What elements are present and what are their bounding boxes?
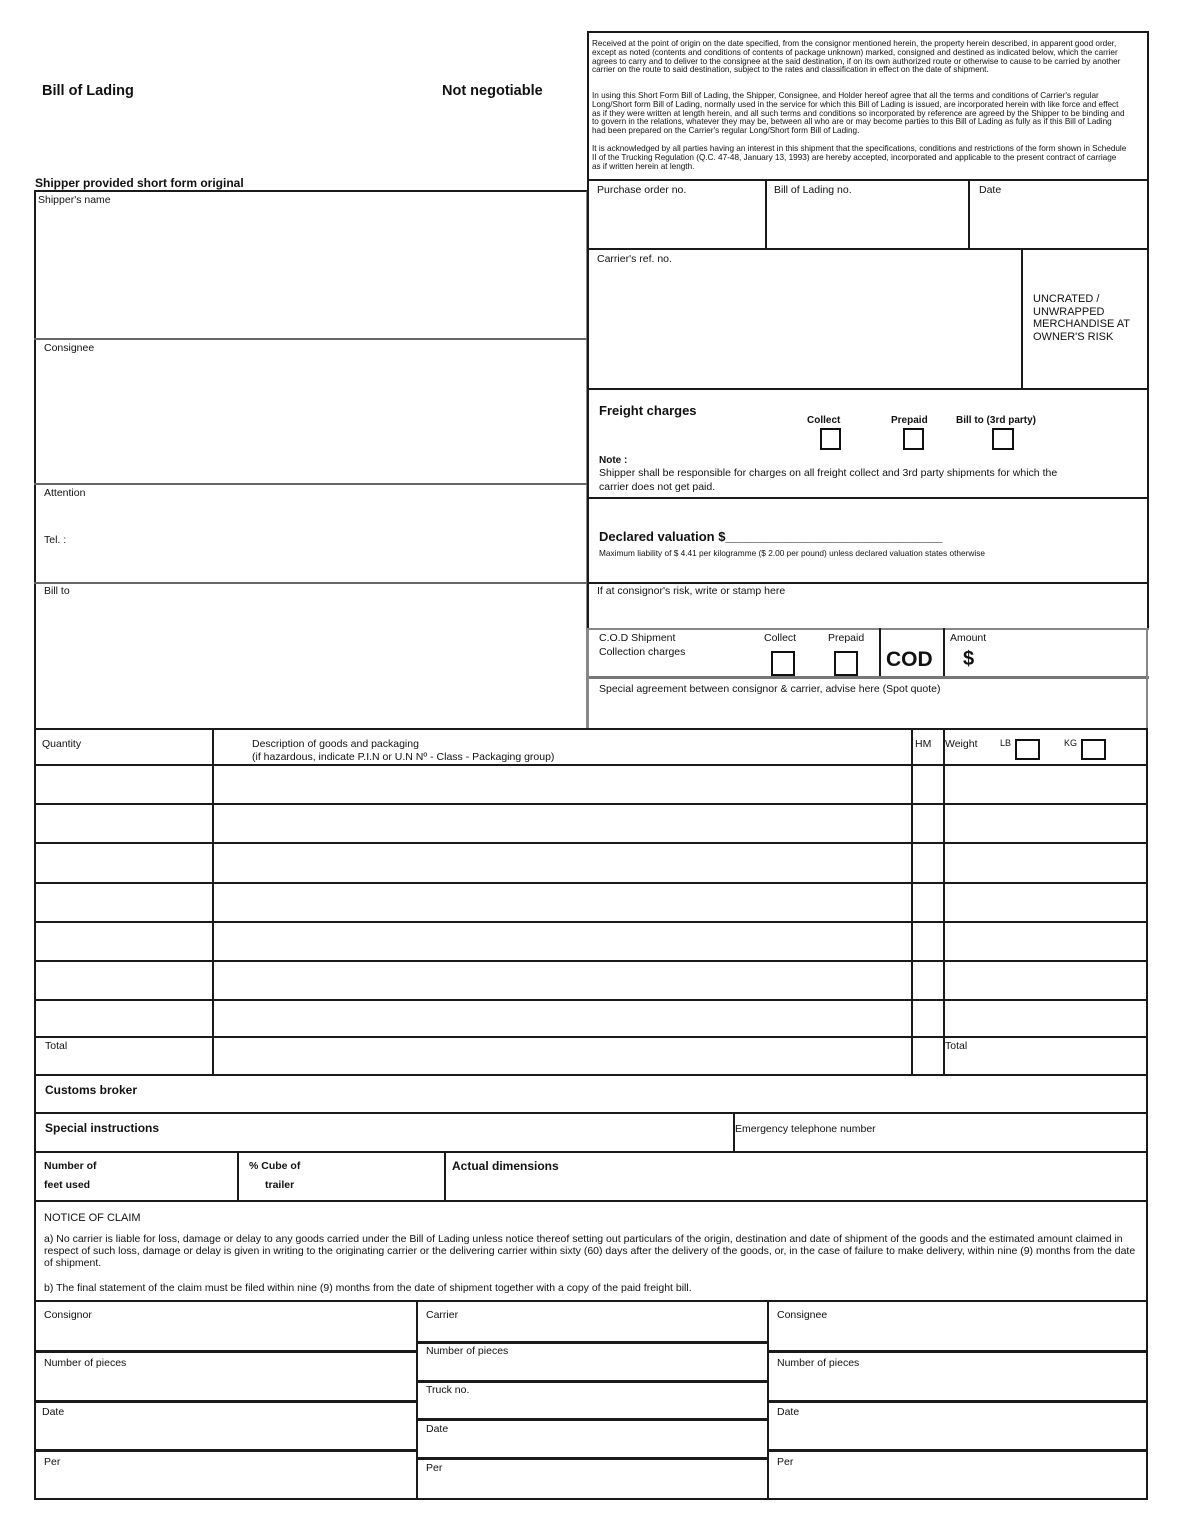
freight-prepaid-checkbox[interactable] [903, 428, 924, 450]
freight-collect-label: Collect [807, 415, 841, 426]
attention-field[interactable] [38, 500, 582, 528]
special-instructions-label: Special instructions [45, 1121, 160, 1135]
carrier-per-field[interactable] [420, 1475, 763, 1496]
carrier-ref-field[interactable] [592, 268, 1016, 384]
collection-charges-label: Collection charges [599, 646, 686, 658]
uncrated-notice: UNCRATED / UNWRAPPED MERCHANDISE AT OWNER'S RISK [1033, 293, 1130, 343]
document-title: Bill of Lading [42, 83, 134, 99]
emergency-tel-field[interactable] [895, 1116, 1144, 1149]
consignee-sign-field[interactable] [771, 1323, 1144, 1347]
cube-of-trailer-field[interactable] [320, 1156, 440, 1198]
shipper-name-label: Shipper's name [38, 194, 111, 206]
feet-used-label: feet used [44, 1179, 91, 1191]
trailer-label: trailer [265, 1179, 295, 1191]
tel-field[interactable] [80, 530, 580, 552]
goods-row-6-hm[interactable] [914, 963, 941, 997]
bill-to-3rd-party-label: Bill to (3rd party) [956, 415, 1037, 426]
goods-row-6-quantity[interactable] [37, 963, 210, 997]
consignor-per-field[interactable] [38, 1470, 412, 1496]
hm-header: HM [915, 738, 932, 750]
carrier-ref-label: Carrier's ref. no. [597, 253, 672, 265]
consignor-field[interactable] [38, 1323, 412, 1347]
terms-box [587, 31, 1149, 181]
consignee-date-field[interactable] [771, 1420, 1144, 1446]
customs-broker-field[interactable] [160, 1078, 1144, 1110]
cod-amount-field[interactable] [980, 648, 1142, 672]
consignor-pieces-label: Number of pieces [44, 1357, 127, 1369]
notice-title: NOTICE OF CLAIM [44, 1212, 141, 1224]
goods-row-3-description[interactable] [216, 845, 909, 880]
goods-row-4-hm[interactable] [914, 885, 941, 919]
notice-paragraph-a: a) No carrier is liable for loss, damage or delay to any goods carried under the Bill of Lading unless notice thereof setting out particulars of the origin, destination and date of shipment of the goods and the estimated amount claimed in respect of such loss, damage or delay is given in writing to the originating carrier or the delivering carrier within sixty (60) days after the delivery of the goods, or, in the case of failure to make delivery, within nine (9) months from the date of shipment. [44, 1233, 1136, 1269]
goods-row-7-weight[interactable] [947, 1002, 1145, 1034]
freight-collect-checkbox[interactable] [820, 428, 841, 450]
goods-row-6-weight[interactable] [947, 963, 1145, 997]
consignor-date-label: Date [42, 1406, 65, 1418]
terms-paragraph-3: It is acknowledged by all parties having an interest in this shipment that the specifications, conditions and restrictions of the form shown in Schedule II of the Trucking Regulation (Q.C. 47-48, January 13, 1993) are hereby accepted, incorporated and applicable to the present contract of carriage as if written herein at length. [592, 144, 1127, 171]
goods-row-1-description[interactable] [216, 767, 909, 801]
cod-label: COD [886, 648, 933, 671]
amount-label: Amount [950, 632, 987, 644]
goods-row-1-quantity[interactable] [37, 767, 210, 801]
bol-number-label: Bill of Lading no. [774, 184, 852, 196]
bill-to-label: Bill to [44, 585, 70, 597]
consignor-date-field[interactable] [38, 1420, 412, 1446]
goods-row-7-description[interactable] [216, 1002, 909, 1034]
kg-label: KG [1064, 738, 1078, 748]
cod-shipment-label: C.O.D Shipment [599, 632, 676, 644]
goods-row-2-hm[interactable] [914, 806, 941, 840]
goods-row-2-description[interactable] [216, 806, 909, 840]
goods-row-6-description[interactable] [216, 963, 909, 997]
number-of-label: Number of [44, 1160, 97, 1172]
freight-charges-title: Freight charges [599, 403, 697, 418]
goods-row-5-description[interactable] [216, 924, 909, 958]
cube-of-label: % Cube of [249, 1160, 301, 1172]
consignee-per-field[interactable] [771, 1470, 1144, 1496]
declared-valuation-label: Declared valuation $______________________________ [599, 529, 943, 544]
not-negotiable-label: Not negotiable [442, 83, 543, 99]
kg-checkbox[interactable] [1081, 739, 1106, 760]
weight-header: Weight [945, 738, 978, 750]
consignor-pieces-field[interactable] [38, 1371, 412, 1397]
quantity-header: Quantity [42, 738, 82, 750]
goods-row-7-quantity[interactable] [37, 1002, 210, 1034]
emergency-tel-label: Emergency telephone number [735, 1123, 876, 1135]
date-field[interactable] [974, 198, 1144, 244]
terms-paragraph-1: Received at the point of origin on the date specified, from the consignor mentioned herein, the property herein described, in apparent good order, except as noted (contents and conditions of contents of package unknown) marked, consigned and destined as indicated below, which the carrier agrees to carry and to deliver to the consignee at the said destination, if on its own authorized route or otherwise to cause to be carried by another carrier on the route to said destination, subject to the rates and classification in effect on the date of shipment. [592, 39, 1121, 75]
goods-row-1-hm[interactable] [914, 767, 941, 801]
goods-row-2-weight[interactable] [947, 806, 1145, 840]
total-quantity-field[interactable] [37, 1053, 210, 1073]
goods-row-3-quantity[interactable] [37, 845, 210, 880]
terms-paragraph-2: In using this Short Form Bill of Lading, the Shipper, Consignee, and Holder hereof agree that all the terms and conditions of Carrier's regular Long/Short form Bill of Lading, normally used in the service for which this Bill of Lading is issued, are incorporated herein with like force and effect as if they were written at length herein, and all such terms and conditions so incorporated by reference are agreed by the Shipper to be binding and to govern in the relations, whatever they may be, between all who are or may become parties to this Bill of Lading as fully as if this Bill of Lading had been prepared on the Carrier's regular Long/Short form Bill of Lading. [592, 91, 1125, 136]
goods-row-3-hm[interactable] [914, 845, 941, 880]
carrier-label: Carrier [426, 1309, 459, 1321]
consignee-sign-label: Consignee [777, 1309, 828, 1321]
consignor-risk-field[interactable] [592, 598, 1144, 626]
goods-row-5-weight[interactable] [947, 924, 1145, 958]
consignee-date-label: Date [777, 1406, 800, 1418]
lb-label: LB [1000, 738, 1012, 748]
feet-used-field[interactable] [110, 1156, 234, 1198]
consignee-per-label: Per [777, 1456, 794, 1468]
purchase-order-field[interactable] [592, 198, 760, 244]
notice-paragraph-b: b) The final statement of the claim must be filed within nine (9) months from the date of shipment together with a copy of the paid freight bill. [44, 1282, 692, 1294]
consignee-label: Consignee [44, 342, 95, 354]
total-weight-label: Total [945, 1040, 968, 1052]
consignee-pieces-label: Number of pieces [777, 1357, 860, 1369]
date-label: Date [979, 184, 1002, 196]
cod-prepaid-label: Prepaid [828, 632, 865, 644]
cod-collect-label: Collect [764, 632, 797, 644]
truck-no-field[interactable] [420, 1397, 763, 1416]
total-weight-field[interactable] [947, 1053, 1145, 1073]
bol-number-field[interactable] [770, 198, 963, 244]
shipper-name-field[interactable] [38, 208, 582, 334]
consignor-per-label: Per [44, 1456, 61, 1468]
note-label: Note : [599, 455, 628, 466]
max-liability-text: Maximum liability of $ 4.41 per kilogramme ($ 2.00 per pound) unless declared valuation states otherwise [599, 548, 985, 558]
purchase-order-label: Purchase order no. [597, 184, 687, 196]
tel-label: Tel. : [44, 534, 67, 546]
special-agreement-label: Special agreement between consignor & carrier, advise here (Spot quote) [599, 683, 941, 695]
lb-checkbox[interactable] [1015, 739, 1040, 760]
cod-collect-checkbox[interactable] [771, 651, 795, 676]
note-text: Shipper shall be responsible for charges on all freight collect and 3rd party shipments for which the carrier does not get paid. [599, 467, 1058, 493]
truck-no-label: Truck no. [426, 1384, 470, 1396]
consignee-field[interactable] [38, 356, 582, 480]
bill-to-3rd-party-checkbox[interactable] [992, 428, 1014, 450]
carrier-date-field[interactable] [420, 1436, 763, 1455]
consignor-label: Consignor [44, 1309, 92, 1321]
goods-row-5-hm[interactable] [914, 924, 941, 958]
goods-row-4-quantity[interactable] [37, 885, 210, 919]
carrier-pieces-label: Number of pieces [426, 1345, 509, 1357]
carrier-field[interactable] [420, 1322, 763, 1339]
goods-row-3-weight[interactable] [947, 845, 1145, 880]
actual-dimensions-field[interactable] [580, 1156, 1144, 1198]
goods-row-1-weight[interactable] [947, 767, 1145, 801]
goods-row-7-hm[interactable] [914, 1002, 941, 1034]
description-header: Description of goods and packaging [252, 738, 419, 750]
consignee-pieces-field[interactable] [771, 1371, 1144, 1397]
total-quantity-label: Total [45, 1040, 68, 1052]
customs-broker-label: Customs broker [45, 1083, 138, 1097]
description-note: (if hazardous, indicate P.I.N or U.N Nº - Class - Packaging group) [252, 751, 555, 763]
actual-dimensions-label: Actual dimensions [452, 1159, 559, 1173]
carrier-per-label: Per [426, 1462, 443, 1474]
cod-prepaid-checkbox[interactable] [834, 651, 858, 676]
goods-row-4-weight[interactable] [947, 885, 1145, 919]
bill-to-field[interactable] [38, 600, 582, 725]
attention-label: Attention [44, 487, 86, 499]
goods-row-4-description[interactable] [216, 885, 909, 919]
goods-row-5-quantity[interactable] [37, 924, 210, 958]
carrier-pieces-field[interactable] [420, 1358, 763, 1378]
declared-valuation-field[interactable] [752, 526, 984, 546]
freight-prepaid-label: Prepaid [891, 415, 928, 426]
shipper-provided-label: Shipper provided short form original [35, 176, 244, 190]
consignor-risk-label: If at consignor's risk, write or stamp here [597, 585, 786, 597]
dollar-sign: $ [963, 648, 975, 670]
goods-row-2-quantity[interactable] [37, 806, 210, 840]
special-agreement-field[interactable] [592, 697, 1142, 726]
special-instructions-field[interactable] [180, 1116, 730, 1149]
carrier-date-label: Date [426, 1423, 449, 1435]
